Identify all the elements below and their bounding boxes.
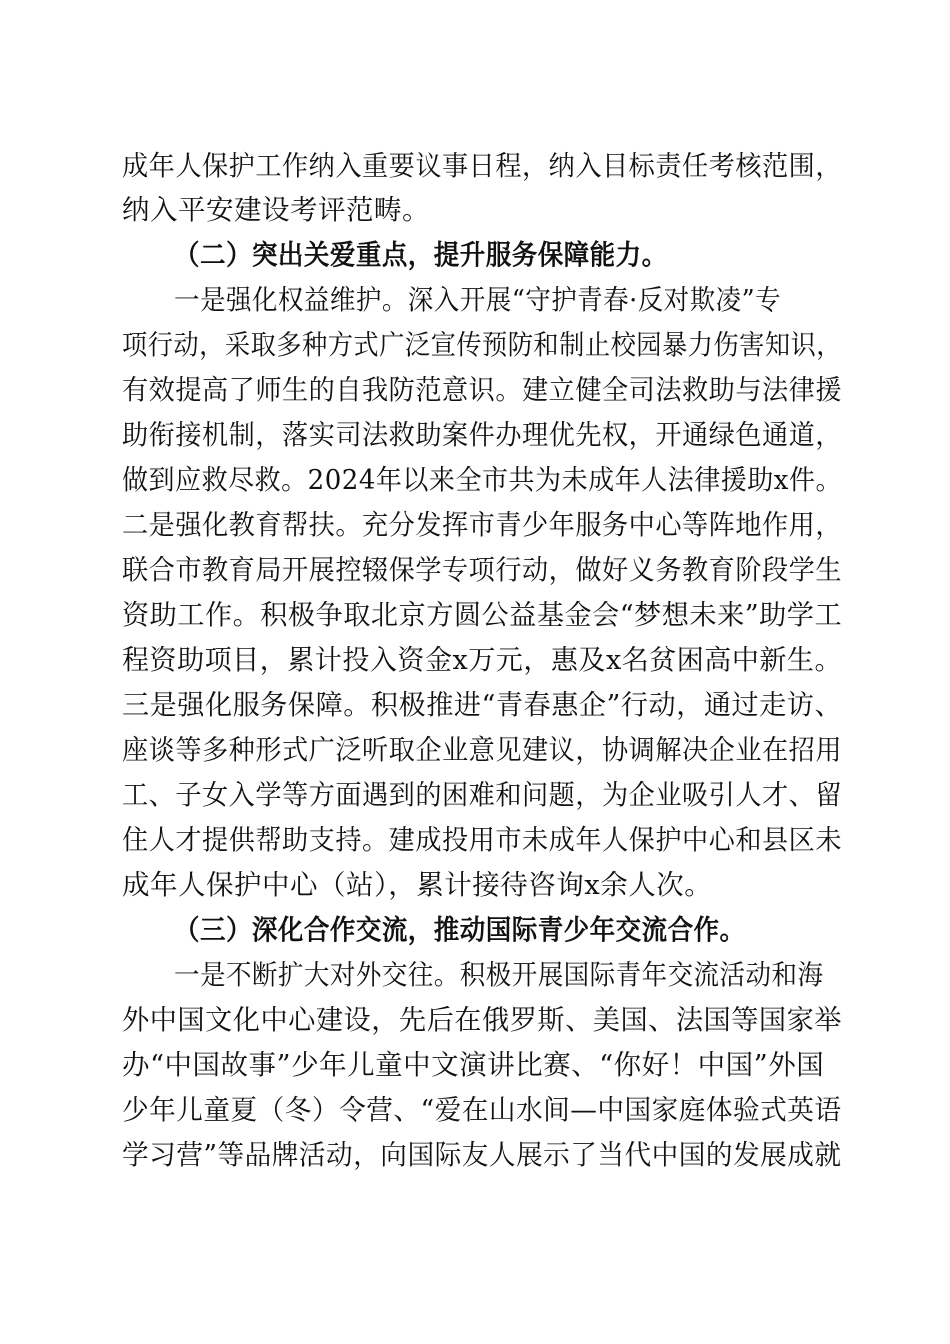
text-line: 二是强化教育帮扶。充分发挥市青少年服务中心等阵地作用， xyxy=(122,509,842,541)
text-line: 工、子女入学等方面遇到的困难和问题，为企业吸引人才、留 xyxy=(122,779,842,811)
text-line: 联合市教育局开展控辍保学专项行动，做好义务教育阶段学生 xyxy=(122,554,842,586)
text-line: 成年人保护工作纳入重要议事日程，纳入目标责任考核范围， xyxy=(122,150,842,182)
text-line: 助衔接机制，落实司法救助案件办理优先权，开通绿色通道， xyxy=(122,419,842,451)
text-line: 纳入平安建设考评范畴。 xyxy=(122,194,430,226)
text-line: 少年儿童夏（冬）令营、“爱在山水间—中国家庭体验式英语 xyxy=(122,1094,842,1126)
section-heading: （三）深化合作交流，推动国际青少年交流合作。 xyxy=(174,914,746,946)
text-line: 成年人保护中心（站），累计接待咨询x余人次。 xyxy=(122,869,713,901)
text-line: 住人才提供帮助支持。建成投用市未成年人保护中心和县区未 xyxy=(122,824,842,856)
text-line: 一是强化权益维护。深入开展“守护青春·反对欺凌”专 xyxy=(174,284,782,316)
text-line: 项行动，采取多种方式广泛宣传预防和制止校园暴力伤害知识， xyxy=(122,329,842,361)
text-line: 一是不断扩大对外交往。积极开展国际青年交流活动和海 xyxy=(174,959,824,991)
text-line: 做到应救尽救。2024年以来全市共为未成年人法律援助x件。 xyxy=(122,464,842,496)
text-line: 办“中国故事”少年儿童中文演讲比赛、“你好！中国”外国 xyxy=(122,1049,825,1081)
text-line: 外中国文化中心建设，先后在俄罗斯、美国、法国等国家举 xyxy=(122,1004,842,1036)
text-line: 三是强化服务保障。积极推进“青春惠企”行动，通过走访、 xyxy=(122,689,843,721)
text-line: 资助工作。积极争取北京方圆公益基金会“梦想未来”助学工 xyxy=(122,599,843,631)
text-line: 座谈等多种形式广泛听取企业意见建议，协调解决企业在招用 xyxy=(122,734,842,766)
section-heading: （二）突出关爱重点，提升服务保障能力。 xyxy=(174,239,668,271)
text-line: 学习营”等品牌活动，向国际友人展示了当代中国的发展成就 xyxy=(122,1139,842,1171)
text-line: 有效提高了师生的自我防范意识。建立健全司法救助与法律援 xyxy=(122,374,842,406)
text-line: 程资助项目，累计投入资金x万元，惠及x名贫困高中新生。 xyxy=(122,644,843,676)
